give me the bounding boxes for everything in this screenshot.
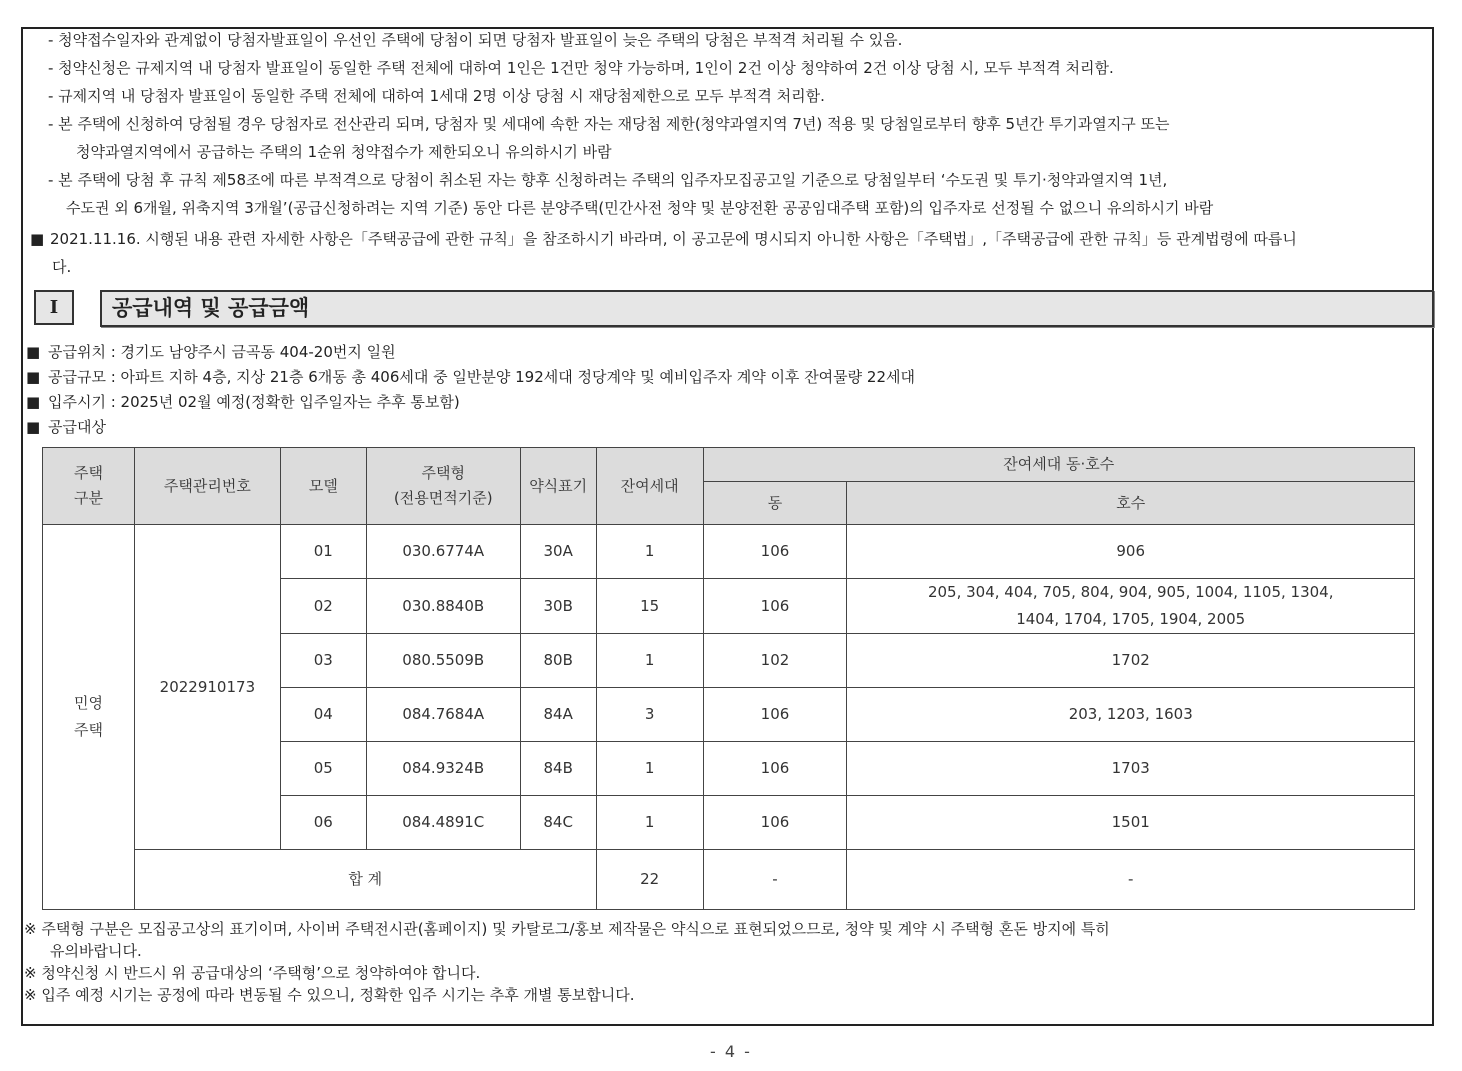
header-house-category: 주택 구분	[43, 448, 135, 525]
cell-model: 01	[280, 525, 366, 579]
cell-remaining: 1	[596, 742, 703, 796]
rule-text: 2021.11.16. 시행된 내용 관련 자세한 사항은「주택공급에 관한 규칙」을 참조하시기 바라며, 이 공고문에 명시되지 아니한 사항은「주택법」,「주택공급에 관한 규칙」등 관계법령에 따릅니	[50, 230, 1297, 248]
cell-ho: 203, 1203, 1603	[847, 688, 1415, 742]
cell-short-label: 84A	[520, 688, 596, 742]
cell-ho: 1703	[847, 742, 1415, 796]
header-model: 모델	[280, 448, 366, 525]
supply-location: 공급위치 : 경기도 남양주시 금곡동 404-20번지 일원	[48, 343, 396, 361]
move-in-period: 입주시기 : 2025년 02월 예정(정확한 입주일자는 추후 통보함)	[48, 393, 460, 411]
cell-house-category: 민영 주택	[43, 525, 135, 910]
cell-dong: 102	[703, 634, 847, 688]
cell-ho: 906	[847, 525, 1415, 579]
cell-management-number: 2022910173	[134, 525, 280, 850]
cell-house-type: 084.9324B	[366, 742, 520, 796]
note-line: 청약과열지역에서 공급하는 주택의 1순위 청약접수가 제한되오니 유의하시기 바람	[76, 143, 612, 161]
square-bullet-icon: ■	[26, 368, 41, 386]
cell-dong: 106	[703, 742, 847, 796]
cell-model: 03	[280, 634, 366, 688]
note-line: - 청약신청은 규제지역 내 당첨자 발표일이 동일한 주택 전체에 대하여 1인은 1건만 청약 가능하며, 1인이 2건 이상 청약하여 2건 이상 당첨 시, 모두 부적격 처리함.	[48, 59, 1114, 77]
cell-short-label: 30B	[520, 579, 596, 634]
note-line: - 본 주택에 신청하여 당첨될 경우 당첨자로 전산관리 되며, 당첨자 및 세대에 속한 자는 재당첨 제한(청약과열지역 7년) 적용 및 당첨일로부터 향후 5년간 투기과열지구 또는	[48, 115, 1170, 133]
section-number: I	[34, 290, 74, 325]
table-row	[43, 525, 1415, 579]
cell-house-type: 084.4891C	[366, 796, 520, 850]
rule-text-cont: 다.	[52, 258, 72, 276]
note-line: - 청약접수일자와 관계없이 당첨자발표일이 우선인 주택에 당첨이 되면 당첨자 발표일이 늦은 주택의 당첨은 부적격 처리될 수 있음.	[48, 31, 903, 49]
footnotes	[24, 918, 1110, 1006]
header-remaining-units: 잔여세대	[596, 448, 703, 525]
cell-remaining: 3	[596, 688, 703, 742]
square-bullet-icon: ■	[30, 230, 45, 248]
cell-remaining: 15	[596, 579, 703, 634]
page-number: - 4 -	[710, 1042, 752, 1061]
cell-dong: 106	[703, 579, 847, 634]
cell-total-remaining: 22	[596, 850, 703, 910]
header-short-label: 약식표기	[520, 448, 596, 525]
footnote: ※ 청약신청 시 반드시 위 공급대상의 ‘주택형’으로 청약하여야 합니다.	[24, 964, 481, 982]
footnote-cont: 유의바랍니다.	[50, 942, 142, 960]
cell-dong: 106	[703, 525, 847, 579]
cell-house-type: 030.8840B	[366, 579, 520, 634]
cell-model: 04	[280, 688, 366, 742]
cell-house-type: 080.5509B	[366, 634, 520, 688]
eligibility-notes	[48, 26, 1418, 222]
table-total-row	[43, 850, 1415, 910]
square-bullet-icon: ■	[26, 393, 41, 411]
supply-info	[26, 340, 915, 440]
cell-house-type: 030.6774A	[366, 525, 520, 579]
cell-short-label: 30A	[520, 525, 596, 579]
section-title: 공급내역 및 공급금액	[100, 290, 1434, 327]
note-line: - 규제지역 내 당첨자 발표일이 동일한 주택 전체에 대하여 1세대 2명 이상 당첨 시 재당첨제한으로 모두 부적격 처리함.	[48, 87, 825, 105]
cell-ho: 1501	[847, 796, 1415, 850]
cell-model: 02	[280, 579, 366, 634]
cell-model: 06	[280, 796, 366, 850]
cell-short-label: 84C	[520, 796, 596, 850]
note-line: - 본 주택에 당첨 후 규칙 제58조에 따른 부적격으로 당첨이 취소된 자는 향후 신청하려는 주택의 입주자모집공고일 기준으로 당첨일부터 ‘수도권 및 투기·청약과열지역 1년,	[48, 171, 1168, 189]
supply-target: 공급대상	[48, 418, 106, 436]
cell-remaining: 1	[596, 796, 703, 850]
square-bullet-icon: ■	[26, 418, 41, 436]
square-bullet-icon: ■	[26, 343, 41, 361]
cell-dong: 106	[703, 688, 847, 742]
note-line: 수도권 외 6개월, 위축지역 3개월’(공급신청하려는 지역 기준) 동안 다른 분양주택(민간사전 청약 및 분양전환 공공임대주택 포함)의 입주자로 선정될 수 없으니 유의하시기 바람	[66, 199, 1214, 217]
cell-total-label: 합 계	[134, 850, 596, 910]
cell-short-label: 84B	[520, 742, 596, 796]
supply-scale: 공급규모 : 아파트 지하 4층, 지상 21층 6개동 총 406세대 중 일반분양 192세대 정당계약 및 예비입주자 계약 이후 잔여물량 22세대	[48, 368, 915, 386]
cell-total-dong: -	[703, 850, 847, 910]
cell-house-type: 084.7684A	[366, 688, 520, 742]
header-dong: 동	[703, 482, 847, 525]
footnote: ※ 입주 예정 시기는 공정에 따라 변동될 수 있으니, 정확한 입주 시기는 추후 개별 통보합니다.	[24, 986, 635, 1004]
supply-table	[42, 447, 1415, 910]
cell-ho: 1702	[847, 634, 1415, 688]
cell-short-label: 80B	[520, 634, 596, 688]
rule-reference-paragraph	[30, 225, 1430, 281]
header-ho: 호수	[847, 482, 1415, 525]
header-management-number: 주택관리번호	[134, 448, 280, 525]
cell-remaining: 1	[596, 525, 703, 579]
header-house-type: 주택형 (전용면적기준)	[366, 448, 520, 525]
cell-remaining: 1	[596, 634, 703, 688]
section-header	[34, 290, 1434, 327]
cell-total-ho: -	[847, 850, 1415, 910]
header-dong-ho: 잔여세대 동·호수	[703, 448, 1414, 482]
cell-dong: 106	[703, 796, 847, 850]
footnote: ※ 주택형 구분은 모집공고상의 표기이며, 사이버 주택전시관(홈페이지) 및 카탈로그/홍보 제작물은 약식으로 표현되었으므로, 청약 및 계약 시 주택형 혼돈 방지에 특히	[24, 920, 1110, 938]
cell-ho: 205, 304, 404, 705, 804, 904, 905, 1004, 1105, 1304, 1404, 1704, 1705, 1904, 2005	[847, 579, 1415, 634]
cell-model: 05	[280, 742, 366, 796]
